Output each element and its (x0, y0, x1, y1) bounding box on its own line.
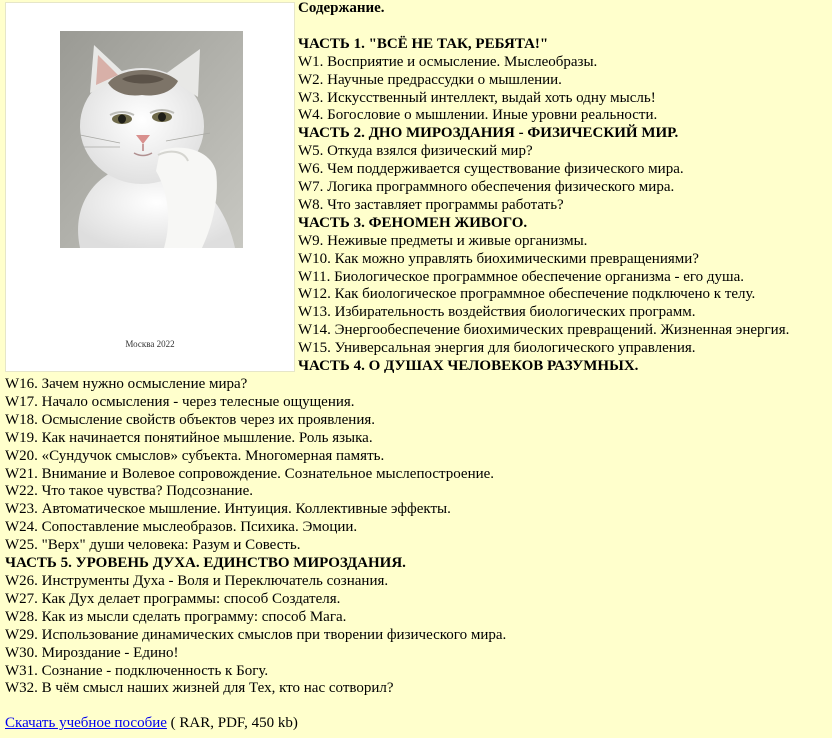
toc-item-w22: W22. Что такое чувства? Подсознание. (5, 483, 253, 500)
toc-item-w17: W17. Начало осмысления - через телесные ощущения. (5, 393, 355, 410)
toc-item-w21: W21. Внимание и Волевое сопровождение. Сознательное мыслепостроение. (5, 465, 495, 482)
toc-item-w26: W26. Инструменты Духа - Воля и Переключатель сознания. (5, 572, 389, 589)
toc-item-w25: W25. "Верх" души человека: Разум и Совесть. (5, 537, 301, 554)
part-4-heading: ЧАСТЬ 4. О ДУШАХ ЧЕЛОВЕКОВ РАЗУМНЫХ. (298, 358, 639, 375)
download-link[interactable]: Скачать учебное пособие (5, 715, 167, 732)
toc-item-w5: W5. Откуда взялся физический мир? (298, 143, 533, 160)
toc-item-w30: W30. Мироздание - Едино! (5, 644, 179, 661)
cover-caption: Москва 2022 (125, 339, 175, 349)
toc-title: Содержание. (298, 0, 385, 16)
part-3-heading: ЧАСТЬ 3. ФЕНОМЕН ЖИВОГО. (298, 214, 528, 231)
download-info: ( RAR, PDF, 450 kb) (166, 715, 298, 732)
toc-item-w15: W15. Универсальная энергия для биологического управления. (298, 340, 696, 357)
book-cover (5, 2, 295, 372)
toc-item-w24: W24. Сопоставление мыслеобразов. Психика. Эмоции. (5, 519, 358, 536)
toc-item-w8: W8. Что заставляет программы работать? (298, 196, 564, 213)
toc-item-w12: W12. Как биологическое программное обеспечение подключено к телу. (298, 286, 756, 303)
toc-item-w32: W32. В чём смысл наших жизней для Тех, кто нас сотворил? (5, 680, 394, 697)
toc-item-w27: W27. Как Дух делает программы: способ Создателя. (5, 590, 341, 607)
toc-item-w29: W29. Использование динамических смыслов при творении физического мира. (5, 626, 507, 643)
toc-item-w18: W18. Осмысление свойств объектов через их проявления. (5, 411, 376, 428)
toc-item-w10: W10. Как можно управлять биохимическими превращениями? (298, 250, 699, 267)
toc-item-w16: W16. Зачем нужно осмысление мира? (5, 376, 248, 393)
toc-item-w3: W3. Искусственный интеллект, выдай хоть одну мысль! (298, 89, 656, 106)
part-1-heading: ЧАСТЬ 1. "ВСЁ НЕ ТАК, РЕБЯТА!" (298, 35, 549, 52)
part-5-heading: ЧАСТЬ 5. УРОВЕНЬ ДУХА. ЕДИНСТВО МИРОЗДАНИЯ. (5, 555, 406, 572)
toc-item-w2: W2. Научные предрассудки о мышлении. (298, 71, 562, 88)
toc-item-w31: W31. Сознание - подключенность к Богу. (5, 662, 269, 679)
toc-item-w20: W20. «Сундучок смыслов» субъекта. Многомерная память. (5, 447, 385, 464)
toc-item-w23: W23. Автоматическое мышление. Интуиция. Коллективные эффекты. (5, 501, 451, 518)
download-row (5, 715, 832, 733)
toc-item-w7: W7. Логика программного обеспечения физического мира. (298, 179, 675, 196)
toc-item-w28: W28. Как из мысли сделать программу: способ Мага. (5, 608, 347, 625)
toc-item-w9: W9. Неживые предметы и живые организмы. (298, 232, 588, 249)
toc-item-w1: W1. Восприятие и осмысление. Мыслеобразы. (298, 53, 598, 70)
toc-item-w14: W14. Энергообеспечение биохимических превращений. Жизненная энергия. (298, 322, 790, 339)
toc-item-w11: W11. Биологическое программное обеспечение организма - его душа. (298, 268, 744, 285)
toc-item-w4: W4. Богословие о мышлении. Иные уровни реальности. (298, 107, 658, 124)
toc-item-w13: W13. Избирательность воздействия биологических программ. (298, 304, 696, 321)
cat-photo-image (60, 31, 243, 248)
part-2-heading: ЧАСТЬ 2. ДНО МИРОЗДАНИЯ - ФИЗИЧЕСКИЙ МИР. (298, 125, 679, 142)
toc-item-w19: W19. Как начинается понятийное мышление. Роль языка. (5, 429, 373, 446)
toc-item-w6: W6. Чем поддерживается существование физического мира. (298, 161, 684, 178)
